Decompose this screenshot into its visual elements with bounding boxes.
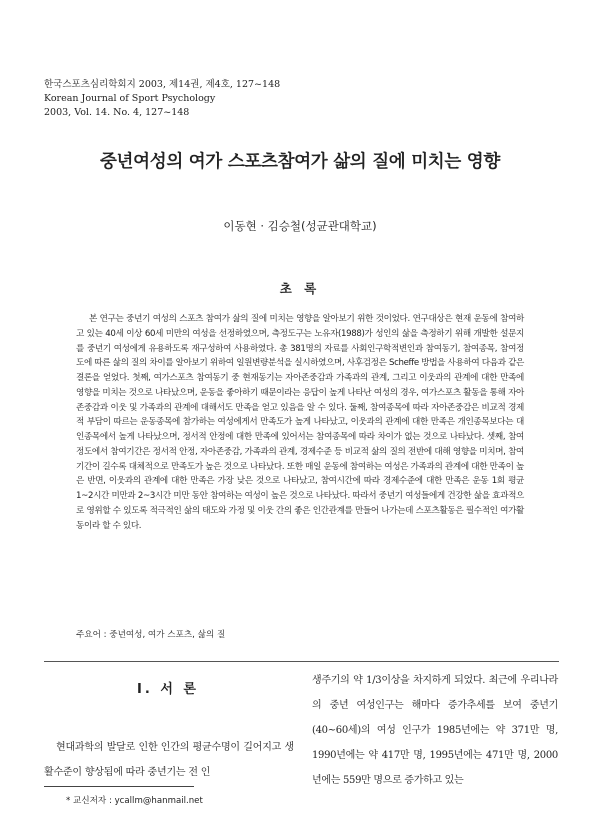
intro-right-column: 생주기의 약 1/3이상을 차지하게 되었다. 최근에 우리나라의 중년 여성인구는 해마다 증가추세를 보여 중년기(40~60세)의 여성 인구가 1985년에는 약 371만 명, 1990년에는 약 417만 명, 1995년에는 471만 명, 2000년에는 559만 명으로 증가하고 있는 xyxy=(312,675,558,786)
paper-title: 중년여성의 여가 스포츠참여가 삶의 질에 미치는 영향 xyxy=(99,152,501,172)
keywords: 주요어 : 중년여성, 여가 스포츠, 삶의 질 xyxy=(76,630,226,640)
section-divider xyxy=(44,661,559,662)
section-heading-introduction: Ⅰ. 서 론 xyxy=(137,682,199,697)
journal-header-korean: 한국스포츠심리학회지 2003, 제14권, 제4호, 127~148 xyxy=(44,79,281,90)
abstract-body: 본 연구는 중년기 여성의 스포츠 참여가 삶의 질에 미치는 영향을 알아보기 위한 것이었다. 연구대상은 현재 운동에 참여하고 있는 40세 이상 60세 미만의 여성을 선정하였으며, 측정도구는 노유자(1988)가 성인의 삶을 측정하기 위해 개발한 설문지를 중년기 여성에게 유용하도록 재구성하여 사용하였다. 총 381명의 자료를 사회인구학적변인과 참여동기, 참여종목, 참여정도에 따른 삶의 질의 차이를 알아보기 위하여 일원변량분석을 실시하였으며, 사후검정은 Scheffe 방법을 사용하여 다음과 같은 결론을 얻었다. 첫째, 여가스포츠 참여동기 중 현재동기는 자아존중감과 가족과의 관계, 그리고 이웃과의 관계에 대한 만족에 영향을 미치는 것으로 나타났으며, 운동을 좋아하기 때문이라는 응답이 높게 나타난 여성의 경우, 여가스포츠 활동을 통해 자아존중감과 이웃 및 가족과의 관계에 대해서도 만족을 얻고 있음을 알 수 있다. 둘째, 참여종목에 따라 자아존중감은 비교적 경제적 부담이 따르는 운동종목에 참가하는 여성에게서 만족도가 높게 나타났고, 이웃과의 관계에 대한 만족은 개인종목보다는 대인종목에서 높게 나타났으며, 정서적 안정에 대한 만족에 있어서는 참여종목에 따라 차이가 없는 것으로 나타났다. 셋째, 참여정도에서 참여기간은 정서적 안정, 자아존중감, 가족과의 관계, 경제수준 등 비교적 삶의 질의 전반에 대해 영향을 미치며, 참여기간이 길수록 대체적으로 만족도가 높은 것으로 나타났다. 또한 매일 운동에 참여하는 여성은 가족과의 관계에 대한 만족이 높은 반면, 이웃과의 관계에 대한 만족은 가장 낮은 것으로 나타났고, 참여시간에 따라 경제수준에 대한 만족은 운동 1회 평균 1~2시간 미만과 2~3시간 미만 동안 참여하는 여성이 높은 것으로 나타났다. 따라서 중년기 여성들에게 건강한 삶을 효과적으로 영위할 수 있도록 적극적인 삶의 태도와 가정 및 이웃 간의 좋은 인간관계를 만들어 나가는데 스포츠활동은 필수적인 여가활동이라 할 수 있다. xyxy=(76,314,524,531)
journal-header xyxy=(44,78,280,120)
intro-left-column: 현대과학의 발달로 인한 인간의 평균수명이 길어지고 생활수준이 향상됨에 따라 중년기는 전 인 xyxy=(44,742,294,778)
journal-header-english: Korean Journal of Sport Psychology xyxy=(44,93,216,104)
abstract-heading: 초 록 xyxy=(279,281,321,296)
paper-authors: 이동현 · 김승철(성균관대학교) xyxy=(223,219,377,233)
footnote-divider xyxy=(44,786,194,787)
journal-header-volume: 2003, Vol. 14. No. 4, 127~148 xyxy=(44,107,190,118)
corresponding-author-footnote: * 교신저자 : ycallm@hanmail.net xyxy=(66,796,203,806)
